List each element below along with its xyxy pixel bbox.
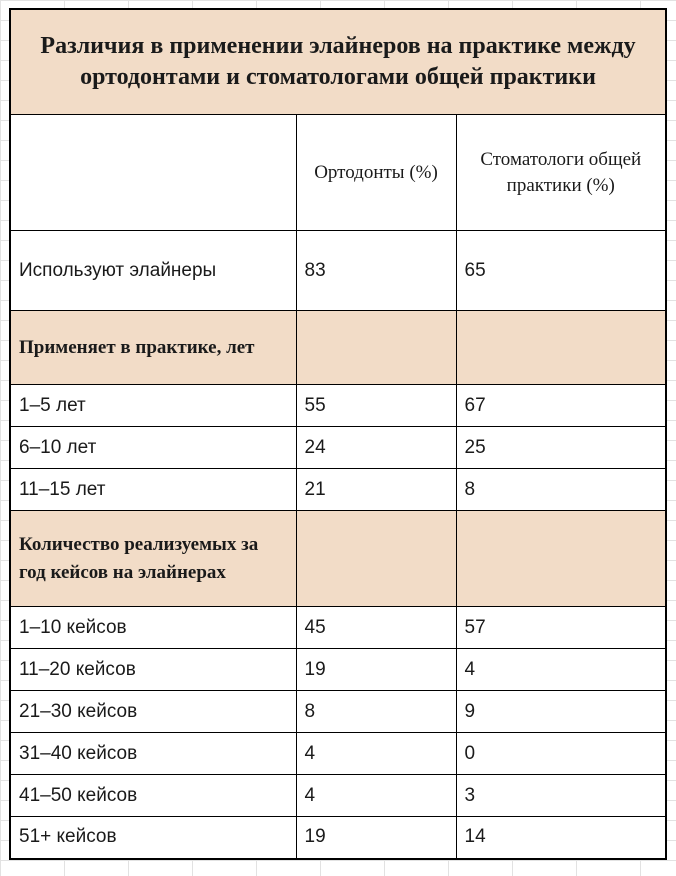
table-row — [10, 817, 666, 859]
cell-general: 57 — [456, 607, 666, 649]
cell-general: 0 — [456, 733, 666, 775]
table-row — [10, 385, 666, 427]
cell-general: 3 — [456, 775, 666, 817]
section-blank-cell — [456, 511, 666, 607]
cell-orthodontists: 21 — [296, 469, 456, 511]
table-row — [10, 427, 666, 469]
cell-general: 67 — [456, 385, 666, 427]
table-row — [10, 733, 666, 775]
cell-orthodontists: 83 — [296, 231, 456, 311]
header-general-dentists: Стоматологи общей практики (%) — [456, 115, 666, 231]
row-label: 41–50 кейсов — [10, 775, 296, 817]
table-title: Различия в применении элайнеров на практике между ортодонтами и стоматологами общей практики — [10, 9, 666, 115]
row-label: 11–15 лет — [10, 469, 296, 511]
table-row — [10, 607, 666, 649]
header-empty-cell — [10, 115, 296, 231]
comparison-table — [9, 8, 667, 860]
row-label: 51+ кейсов — [10, 817, 296, 859]
cell-orthodontists: 19 — [296, 817, 456, 859]
cell-orthodontists: 24 — [296, 427, 456, 469]
header-orthodontists: Ортодонты (%) — [296, 115, 456, 231]
cell-orthodontists: 4 — [296, 733, 456, 775]
section-blank-cell — [296, 311, 456, 385]
cell-general: 8 — [456, 469, 666, 511]
section-cases-label: Количество реализуемых за год кейсов на элайнерах — [10, 511, 296, 607]
cell-orthodontists: 45 — [296, 607, 456, 649]
section-row — [10, 311, 666, 385]
table-row — [10, 649, 666, 691]
row-label: 11–20 кейсов — [10, 649, 296, 691]
header-row — [10, 115, 666, 231]
row-label: 1–10 кейсов — [10, 607, 296, 649]
table-row — [10, 469, 666, 511]
section-years-label: Применяет в практике, лет — [10, 311, 296, 385]
cell-general: 25 — [456, 427, 666, 469]
table-row — [10, 775, 666, 817]
section-blank-cell — [456, 311, 666, 385]
cell-orthodontists: 4 — [296, 775, 456, 817]
row-label: 21–30 кейсов — [10, 691, 296, 733]
row-label: 6–10 лет — [10, 427, 296, 469]
table-row — [10, 231, 666, 311]
cell-orthodontists: 8 — [296, 691, 456, 733]
cell-orthodontists: 19 — [296, 649, 456, 691]
title-row — [10, 9, 666, 115]
cell-general: 65 — [456, 231, 666, 311]
row-label: 31–40 кейсов — [10, 733, 296, 775]
cell-general: 4 — [456, 649, 666, 691]
cell-orthodontists: 55 — [296, 385, 456, 427]
section-row — [10, 511, 666, 607]
table-row — [10, 691, 666, 733]
row-label: 1–5 лет — [10, 385, 296, 427]
row-label: Используют элайнеры — [10, 231, 296, 311]
cell-general: 14 — [456, 817, 666, 859]
section-blank-cell — [296, 511, 456, 607]
cell-general: 9 — [456, 691, 666, 733]
